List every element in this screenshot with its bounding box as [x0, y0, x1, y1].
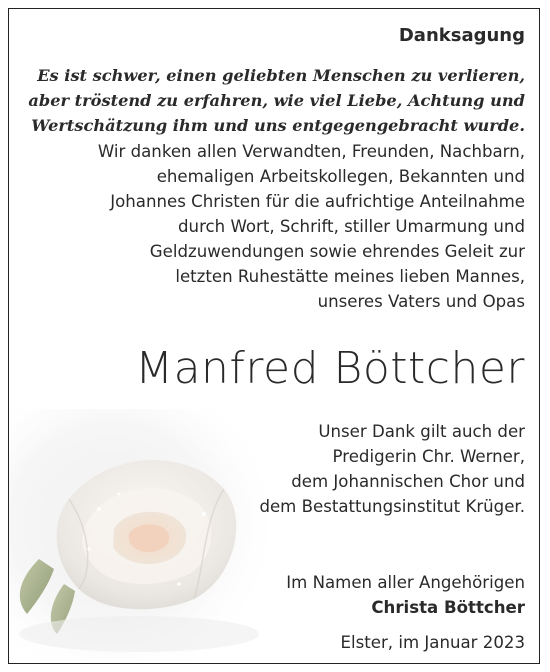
quote-line: Wertschätzung ihm und uns entgegengebracht wurde.: [31, 116, 525, 135]
thanks-line: Geldzuwendungen sowie ehrendes Geleit zur: [149, 242, 525, 261]
special-thanks-line: Unser Dank gilt auch der: [318, 422, 525, 441]
quote-line: aber tröstend zu erfahren, wie viel Liebe, Achtung und: [28, 91, 525, 110]
on-behalf-text: Im Namen aller Angehörigen: [286, 573, 525, 592]
special-thanks-line: dem Johannischen Chor und: [291, 472, 525, 491]
obituary-notice: [8, 8, 540, 664]
signature-block: [225, 570, 525, 620]
notice-heading: Danksagung: [398, 25, 525, 46]
thanks-line: ehemaligen Arbeitskollegen, Bekannten und: [156, 167, 525, 186]
thanks-line: Johannes Christen für die aufrichtige Anteilnahme: [110, 192, 525, 211]
special-thanks-line: dem Bestattungsinstitut Krüger.: [259, 497, 525, 516]
thanks-line: Wir danken allen Verwandten, Freunden, Nachbarn,: [97, 142, 525, 161]
signer-name: Christa Böttcher: [371, 598, 525, 617]
thanks-line: durch Wort, Schrift, stiller Umarmung und: [178, 217, 525, 236]
quote-line: Es ist schwer, einen geliebten Menschen zu verlieren,: [37, 66, 525, 85]
special-thanks-line: Predigerin Chr. Werner,: [332, 447, 525, 466]
quote-text: [13, 63, 525, 138]
deceased-name: Manfred Böttcher: [135, 343, 525, 394]
thanks-paragraph: [13, 139, 525, 314]
place-date: Elster, im Januar 2023: [340, 633, 525, 652]
special-thanks: [225, 419, 525, 519]
thanks-line: unseres Vaters und Opas: [317, 292, 525, 311]
thanks-line: letzten Ruhestätte meines lieben Mannes,: [175, 267, 525, 286]
